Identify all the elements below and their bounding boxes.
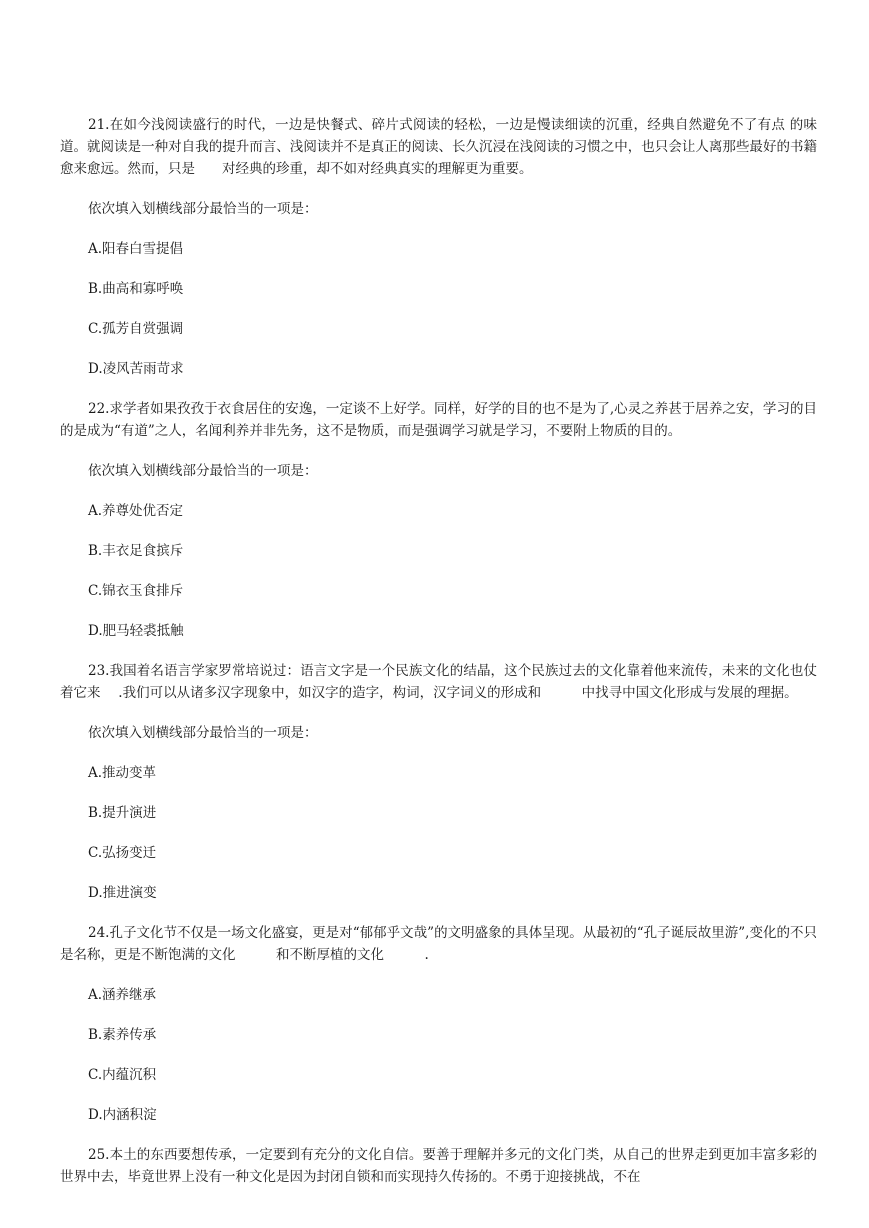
question-24-option-b: B.素养传承	[88, 1027, 157, 1043]
question-23-stem: 23.我国着名语言学家罗常培说过：语言文字是一个民族文化的结晶，这个民族过去的文化靠着他来流传，未来的文化也仗着它来 .我们可以从诸多汉字现象中，如汉字的造字，构词，汉字词义的形成和 中找寻中国文化形成与发展的理据。	[60, 663, 817, 701]
question-22-stem: 22.求学者如果孜孜于衣食居住的安逸，一定谈不上好学。同样，好学的目的也不是为了,心灵之养甚于居养之安，学习的目的是成为“有道”之人，名闻利养并非先务，这不是物质，而是强调学习就是学习，不要附上物质的目的。	[60, 401, 817, 439]
question-22-option-a: A.养尊处优否定	[88, 503, 184, 519]
question-23-instruction: 依次填入划横线部分最恰当的一项是：	[88, 725, 318, 741]
question-21-option-c: C.孤芳自赏强调	[88, 321, 184, 337]
question-22-instruction: 依次填入划横线部分最恰当的一项是：	[88, 463, 318, 479]
question-23-option-a: A.推动变革	[88, 765, 157, 781]
question-25-stem: 25.本土的东西要想传承，一定要到有充分的文化自信。要善于理解并多元的文化门类，从自己的世界走到更加丰富多彩的世界中去，毕竟世界上没有一种文化是因为封闭自锁和而实现持久传扬的。不勇于迎接挑战，不在	[60, 1147, 817, 1185]
question-24-option-a: A.涵养继承	[88, 987, 157, 1003]
question-21-option-b: B.曲高和寡呼唤	[88, 281, 184, 297]
question-21-instruction: 依次填入划横线部分最恰当的一项是：	[88, 201, 318, 217]
question-23-option-c: C.弘扬变迁	[88, 845, 157, 861]
question-23-option-b: B.提升演进	[88, 805, 157, 821]
question-24-option-d: D.内涵积淀	[88, 1107, 157, 1123]
question-24-option-c: C.内蕴沉积	[88, 1067, 157, 1083]
document-page	[60, 114, 817, 1188]
question-22-option-b: B.丰衣足食摈斥	[88, 543, 184, 559]
question-21-option-d: D.凌风苦雨苛求	[88, 361, 184, 377]
question-24-stem: 24.孔子文化节不仅是一场文化盛宴，更是对“郁郁乎文哉”的文明盛象的具体呈现。从最初的“孔子诞辰故里游”,变化的不只是名称，更是不断饱满的文化 和不断厚植的文化 .	[60, 925, 817, 963]
question-23-option-d: D.推进演变	[88, 885, 157, 901]
question-21-stem: 21.在如今浅阅读盛行的时代，一边是快餐式、碎片式阅读的轻松，一边是慢读细读的沉重，经典自然避免不了有点 的味道。就阅读是一种对自我的提升而言、浅阅读并不是真正的阅读、长久沉浸在浅阅读的习惯之中，也只会让人离那些最好的书籍愈来愈远。然而，只是 对经典的珍重，却不如对经典真实的理解更为重要。	[60, 117, 817, 177]
question-22-option-c: C.锦衣玉食排斥	[88, 583, 184, 599]
question-21-option-a: A.阳春白雪提倡	[88, 241, 184, 257]
question-22-option-d: D.肥马轻裘抵触	[88, 623, 184, 639]
